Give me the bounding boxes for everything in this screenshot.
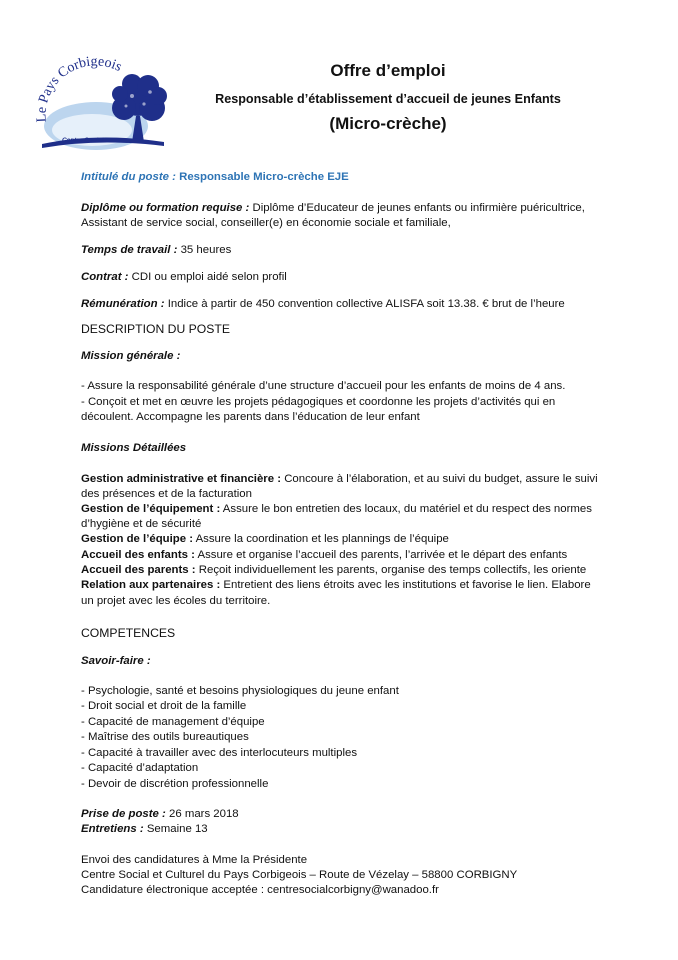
- poste-value: Responsable Micro-crèche EJE: [175, 171, 349, 183]
- temps-line: [81, 243, 231, 259]
- mission-item-label: Accueil des enfants :: [81, 549, 195, 561]
- temps-value: 35 heures: [177, 244, 232, 256]
- mission-item-text: Assure le bon entretien des locaux, du matériel et du respect des normes: [220, 503, 592, 515]
- missions-detaillees-heading: Missions Détaillées: [81, 442, 187, 454]
- competence-item: - Devoir de discrétion professionnelle: [81, 778, 269, 790]
- poste-line: [81, 170, 349, 186]
- contact-line-3: Candidature électronique acceptée : centresocialcorbigny@wanadoo.fr: [81, 884, 439, 896]
- mission-generale-line-1: - Assure la responsabilité générale d’une structure d’accueil pour les enfants de moins de 4 ans.: [81, 380, 566, 392]
- mission-item-continuation: un projet avec les écoles du territoire.: [81, 595, 271, 607]
- mission-item-text: Entretient des liens étroits avec les institutions et favorise le lien. Elabore: [220, 579, 591, 591]
- diplome-line-1: [81, 201, 585, 217]
- mission-item-text: Reçoit individuellement les parents, organise des temps collectifs, les oriente: [195, 564, 587, 576]
- competence-item: - Droit social et droit de la famille: [81, 700, 247, 712]
- temps-label: Temps de travail :: [81, 244, 178, 256]
- mission-item: [81, 548, 567, 564]
- mission-item-label: Relation aux partenaires :: [81, 579, 221, 591]
- mission-item-continuation: des présences et de la facturation: [81, 488, 252, 500]
- page-title: Offre d’emploi: [330, 61, 446, 80]
- entretiens-label: Entretiens :: [81, 823, 144, 835]
- mission-item: [81, 578, 591, 594]
- page-subtitle: Responsable d’établissement d’accueil de jeunes Enfants: [215, 92, 561, 106]
- centre-social-logo: [28, 52, 170, 156]
- contrat-line: [81, 270, 287, 286]
- mission-item-continuation: d’hygiène et de sécurité: [81, 518, 202, 530]
- competence-item: - Maîtrise des outils bureautiques: [81, 731, 249, 743]
- entretiens-line: [81, 822, 208, 838]
- savoir-faire-heading: Savoir-faire :: [81, 655, 151, 667]
- mission-item: [81, 472, 598, 488]
- mission-item: [81, 502, 592, 518]
- mission-item-label: Gestion de l’équipement :: [81, 503, 221, 515]
- competences-heading: COMPETENCES: [81, 626, 176, 640]
- mission-item-text: Assure et organise l’accueil des parents, l’arrivée et le départ des enfants: [194, 549, 568, 561]
- entretiens-value: Semaine 13: [143, 823, 208, 835]
- description-heading: DESCRIPTION DU POSTE: [81, 322, 230, 336]
- contact-line-2: Centre Social et Culturel du Pays Corbigeois – Route de Vézelay – 58800 CORBIGNY: [81, 869, 518, 881]
- mission-item: [81, 563, 586, 579]
- mission-item-text: Assure la coordination et les plannings de l’équipe: [193, 533, 449, 545]
- remuneration-label: Rémunération :: [81, 298, 165, 310]
- prise-label: Prise de poste :: [81, 808, 166, 820]
- mission-item-text: Concoure à l’élaboration, et au suivi du budget, assure le suivi: [281, 473, 598, 485]
- mission-generale-line-2: - Conçoit et met en œuvre les projets pédagogiques et coordonne les projets d’activités qui en: [81, 396, 556, 408]
- mission-item-label: Accueil des parents :: [81, 564, 196, 576]
- mission-generale-line-3: découlent. Accompagne les parents dans l’éducation de leur enfant: [81, 411, 420, 423]
- mission-item-label: Gestion administrative et financière :: [81, 473, 282, 485]
- contrat-value: CDI ou emploi aidé selon profil: [128, 271, 287, 283]
- contact-line-1: Envoi des candidatures à Mme la Présidente: [81, 854, 308, 866]
- prise-de-poste-line: [81, 807, 239, 823]
- mission-item: [81, 532, 449, 548]
- competence-item: - Capacité d’adaptation: [81, 762, 199, 774]
- remuneration-value: Indice à partir de 450 convention collective ALISFA soit 13.38. € brut de l’heure: [164, 298, 565, 310]
- prise-value: 26 mars 2018: [165, 808, 239, 820]
- page-subtitle-2: (Micro-crèche): [329, 114, 447, 133]
- mission-generale-heading: Mission générale :: [81, 350, 181, 362]
- competence-item: - Psychologie, santé et besoins physiologiques du jeune enfant: [81, 685, 399, 697]
- diplome-line-2: Assistant de service social, conseiller(e) en économie sociale et familiale,: [81, 217, 451, 229]
- competence-item: - Capacité de management d’équipe: [81, 716, 265, 728]
- diplome-value-1: Diplôme d’Educateur de jeunes enfants ou infirmière puéricultrice,: [249, 202, 585, 214]
- contrat-label: Contrat :: [81, 271, 129, 283]
- diplome-label: Diplôme ou formation requise :: [81, 202, 250, 214]
- logo-arc-text: Le Pays Corbigeois: [34, 54, 124, 123]
- remuneration-line: [81, 297, 565, 313]
- mission-item-label: Gestion de l’équipe :: [81, 533, 194, 545]
- logo-sub-text: Centre Social: [62, 137, 104, 144]
- poste-label: Intitulé du poste :: [81, 171, 176, 183]
- competence-item: - Capacité à travailler avec des interlocuteurs multiples: [81, 747, 358, 759]
